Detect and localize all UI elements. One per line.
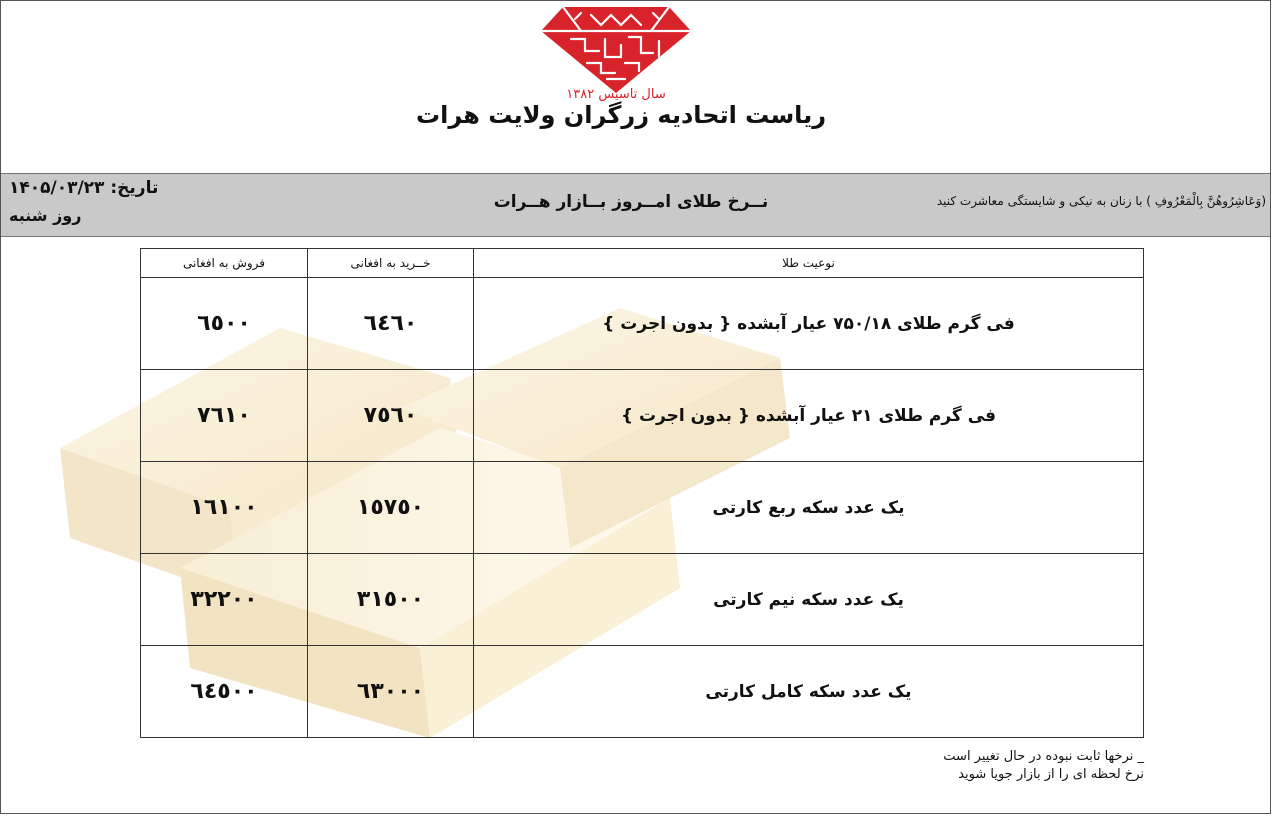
row-sell: ٣٢٢٠٠ xyxy=(141,554,308,646)
row-type: یک عدد سکه ربع کارتی xyxy=(474,462,1144,554)
date-line xyxy=(9,178,158,198)
day-label: روز شنبه xyxy=(9,206,82,225)
table-header-row xyxy=(141,249,1144,278)
notes xyxy=(896,748,1144,784)
row-buy: ٧٥٦٠ xyxy=(308,370,474,462)
row-sell: ٧٦١٠ xyxy=(141,370,308,462)
table-row xyxy=(141,646,1144,738)
table-row xyxy=(141,462,1144,554)
row-buy: ٣١٥٠٠ xyxy=(308,554,474,646)
table-row xyxy=(141,554,1144,646)
established-year: سال تاسیس ۱۳۸۲ xyxy=(566,87,666,102)
row-type: یک عدد سکه نیم کارتی xyxy=(474,554,1144,646)
table-row xyxy=(141,370,1144,462)
row-type: یک عدد سکه کامل کارتی xyxy=(474,646,1144,738)
verse-text: (وَعَاشِرُوهُنَّ بِالْمَعْرُوفِ ) با زنان به نیکی و شایستگی معاشرت کنید xyxy=(936,194,1266,208)
org-name: ریاست اتحادیه زرگران ولایت هرات xyxy=(415,101,827,129)
diamond-logo-icon xyxy=(541,5,691,93)
header xyxy=(1,1,1270,173)
row-sell: ٦٤٥٠٠ xyxy=(141,646,308,738)
table-row xyxy=(141,278,1144,370)
note-line-2: نرخ لحظه ای را از بازار جویا شوید xyxy=(958,767,1144,782)
header-buy: خــرید به افغانی xyxy=(308,249,474,278)
header-sell: فروش به افغانی xyxy=(141,249,308,278)
header-type: نوعیت طلا xyxy=(474,249,1144,278)
row-buy: ٦٤٦٠ xyxy=(308,278,474,370)
row-sell: ١٦١٠٠ xyxy=(141,462,308,554)
row-buy: ٦٣٠٠٠ xyxy=(308,646,474,738)
rates-title: نــرخ طلای امــروز بــازار هــرات xyxy=(493,192,769,212)
info-bar xyxy=(1,173,1270,237)
rates-table-wrap xyxy=(140,248,1144,738)
date-value: ۱۴۰۵/۰۳/۲۳ xyxy=(9,178,105,198)
row-type: فی گرم طلای ۷۵۰/۱۸ عیار آبشده { بدون اجرت } xyxy=(474,278,1144,370)
row-buy: ١٥٧٥٠ xyxy=(308,462,474,554)
note-line-1: _ نرخها ثابت نبوده در حال تغییر است xyxy=(943,749,1144,764)
row-sell: ٦٥٠٠ xyxy=(141,278,308,370)
date-label: تاریخ: xyxy=(110,178,159,198)
row-type: فی گرم طلای ۲۱ عیار آبشده { بدون اجرت } xyxy=(474,370,1144,462)
rates-table xyxy=(140,248,1144,738)
